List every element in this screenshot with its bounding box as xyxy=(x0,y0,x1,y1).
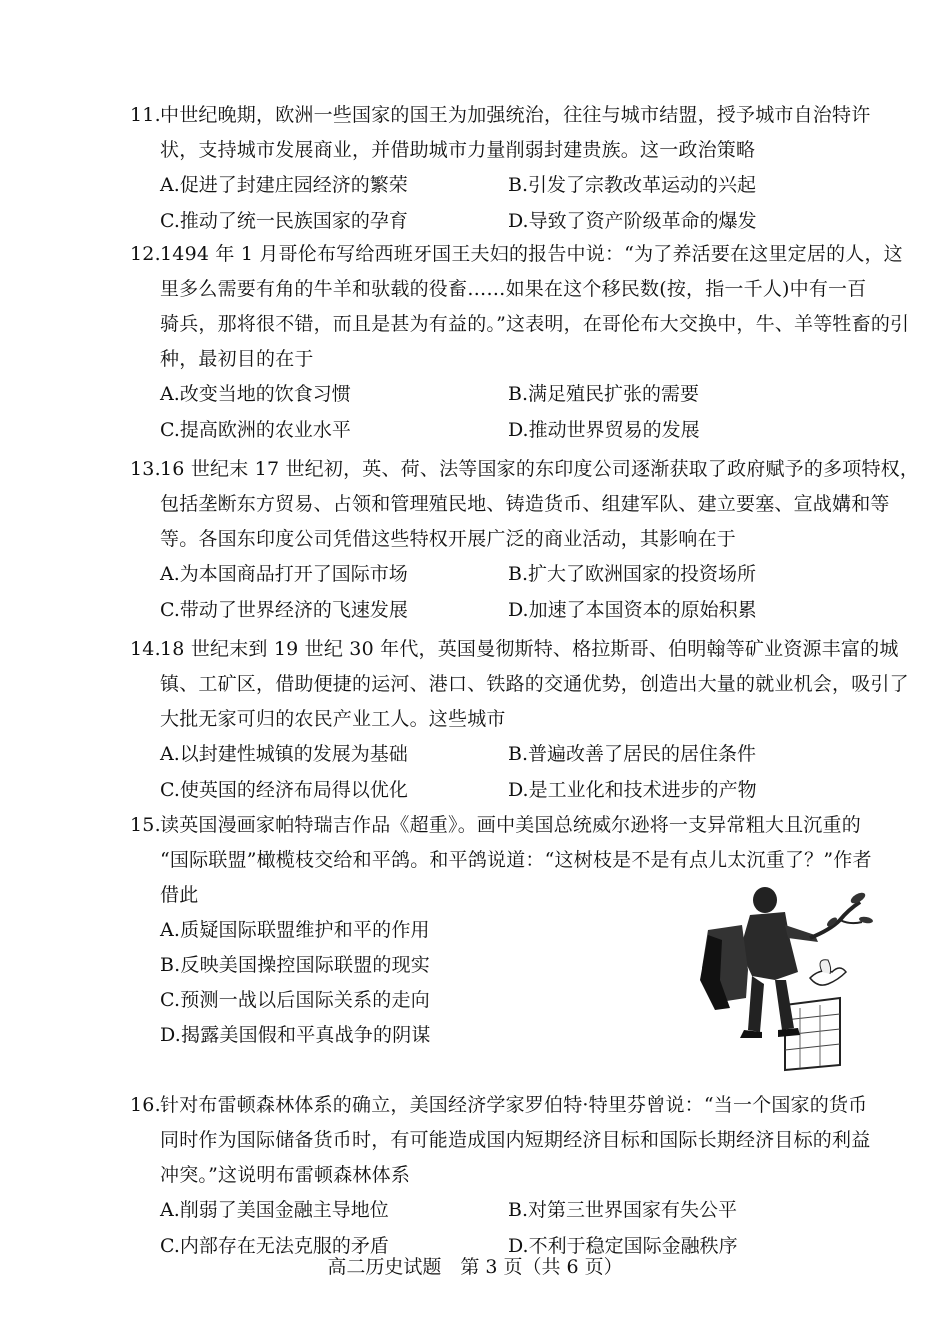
question-number: 14. xyxy=(130,638,161,660)
option-c[interactable]: C.内部存在无法克服的矛盾 xyxy=(160,1235,389,1257)
options-row xyxy=(130,593,880,629)
question-16 xyxy=(130,1088,880,1265)
option-a[interactable]: A.以封建性城镇的发展为基础 xyxy=(160,743,408,765)
question-stem-line: 借此 xyxy=(160,884,199,906)
question-number: 13. xyxy=(130,458,161,480)
question-stem-line: “国际联盟”橄榄枝交给和平鸽。和平鸽说道：“这树枝是不是有点儿太沉重了？”作者 xyxy=(160,849,872,871)
option-a[interactable]: A.促进了封建庄园经济的繁荣 xyxy=(160,174,408,196)
option-b[interactable]: B.引发了宗教改革运动的兴起 xyxy=(508,174,757,196)
option-a[interactable]: A.改变当地的饮食习惯 xyxy=(160,383,351,405)
question-11 xyxy=(130,98,880,240)
question-stem-line: 包括垄断东方贸易、占领和管理殖民地、铸造货币、组建军队、建立要塞、宣战媾和等 xyxy=(160,493,890,515)
question-stem-line xyxy=(130,1088,880,1123)
option-c[interactable]: C.推动了统一民族国家的孕育 xyxy=(160,210,408,232)
question-stem-line: 种，最初目的在于 xyxy=(160,348,314,370)
question-number: 15. xyxy=(130,814,161,836)
question-stem-line xyxy=(130,632,899,667)
option-b[interactable]: B.对第三世界国家有失公平 xyxy=(508,1199,738,1221)
question-stem-line xyxy=(130,237,903,272)
option-d[interactable]: D.导致了资产阶级革命的爆发 xyxy=(508,210,757,232)
olive-branch xyxy=(810,891,873,938)
question-13 xyxy=(130,452,920,629)
question-stem-line: 镇、工矿区，借助便捷的运河、港口、铁路的交通优势，创造出大量的就业机会，吸引了 xyxy=(160,673,909,695)
question-stem-line xyxy=(130,452,920,487)
option-d[interactable]: D.加速了本国资本的原始积累 xyxy=(508,599,757,621)
options-row xyxy=(130,557,880,593)
question-stem-line: 大批无家可归的农民产业工人。这些城市 xyxy=(160,708,506,730)
question-stem-line xyxy=(130,808,880,843)
option-d[interactable]: D.是工业化和技术进步的产物 xyxy=(508,779,757,801)
question-stem-line: 骑兵，那将很不错，而且是甚为有益的。”这表明，在哥伦布大交换中，牛、羊等牲畜的引 xyxy=(160,313,910,335)
options-row xyxy=(130,377,880,413)
cartoon-illustration xyxy=(690,880,890,1080)
options-row xyxy=(130,773,880,809)
dove-figure xyxy=(810,960,846,985)
stem-text: 18 世纪末到 19 世纪 30 年代，英国曼彻斯特、格拉斯哥、伯明翰等矿业资源丰富的城 xyxy=(160,638,899,660)
question-14 xyxy=(130,632,909,809)
option-b[interactable]: B.满足殖民扩张的需要 xyxy=(508,383,700,405)
question-stem-line xyxy=(130,98,880,133)
option-b[interactable]: B.反映美国操控国际联盟的现实 xyxy=(160,954,431,976)
option-d[interactable]: D.推动世界贸易的发展 xyxy=(508,419,700,441)
stem-text: 针对布雷顿森林体系的确立，美国经济学家罗伯特·特里芬曾说：“当一个国家的货币 xyxy=(160,1094,868,1116)
question-stem-line: 里多么需要有角的牛羊和驮载的役畜……如果在这个移民数(按，指一千人)中有一百 xyxy=(160,278,867,300)
options-row xyxy=(130,413,880,449)
options-row xyxy=(130,1193,880,1229)
option-c[interactable]: C.使英国的经济布局得以优化 xyxy=(160,779,408,801)
stem-text: 读英国漫画家帕特瑞吉作品《超重》。画中美国总统威尔逊将一支异常粗大且沉重的 xyxy=(160,814,861,836)
stem-text: 1494 年 1 月哥伦布写给西班牙国王夫妇的报告中说：“为了养活要在这里定居的人，这 xyxy=(160,243,903,265)
options-row xyxy=(130,168,880,204)
option-a[interactable]: A.质疑国际联盟维护和平的作用 xyxy=(160,919,430,941)
option-d[interactable]: D.揭露美国假和平真战争的阴谋 xyxy=(160,1024,431,1046)
option-c[interactable]: C.提高欧洲的农业水平 xyxy=(160,419,351,441)
options-row xyxy=(130,737,880,773)
page-footer: 高二历史试题 第 3 页（共 6 页） xyxy=(327,1256,623,1278)
stem-text: 中世纪晚期，欧洲一些国家的国王为加强统治，往往与城市结盟，授予城市自治特许 xyxy=(160,104,871,126)
question-number: 16. xyxy=(130,1094,161,1116)
option-c[interactable]: C.带动了世界经济的飞速发展 xyxy=(160,599,408,621)
option-b[interactable]: B.扩大了欧洲国家的投资场所 xyxy=(508,563,757,585)
option-d[interactable]: D.不利于稳定国际金融秩序 xyxy=(508,1235,738,1257)
question-number: 11. xyxy=(130,104,161,126)
option-c[interactable]: C.预测一战以后国际关系的走向 xyxy=(160,989,430,1011)
question-stem-line: 同时作为国际储备货币时，有可能造成国内短期经济目标和国际长期经济目标的利益 xyxy=(160,1129,871,1151)
question-stem-line: 等。各国东印度公司凭借这些特权开展广泛的商业活动，其影响在于 xyxy=(160,528,737,550)
question-number: 12. xyxy=(130,243,161,265)
options-row xyxy=(130,204,880,240)
question-stem-line: 状，支持城市发展商业，并借助城市力量削弱封建贵族。这一政治策略 xyxy=(160,139,756,161)
question-12 xyxy=(130,237,910,449)
option-a[interactable]: A.削弱了美国金融主导地位 xyxy=(160,1199,389,1221)
question-stem-line: 冲突。”这说明布雷顿森林体系 xyxy=(160,1164,411,1186)
option-b[interactable]: B.普遍改善了居民的居住条件 xyxy=(508,743,757,765)
option-a[interactable]: A.为本国商品打开了国际市场 xyxy=(160,563,408,585)
stem-text: 16 世纪末 17 世纪初，英、荷、法等国家的东印度公司逐渐获取了政府赋予的多项特权， xyxy=(160,458,920,480)
